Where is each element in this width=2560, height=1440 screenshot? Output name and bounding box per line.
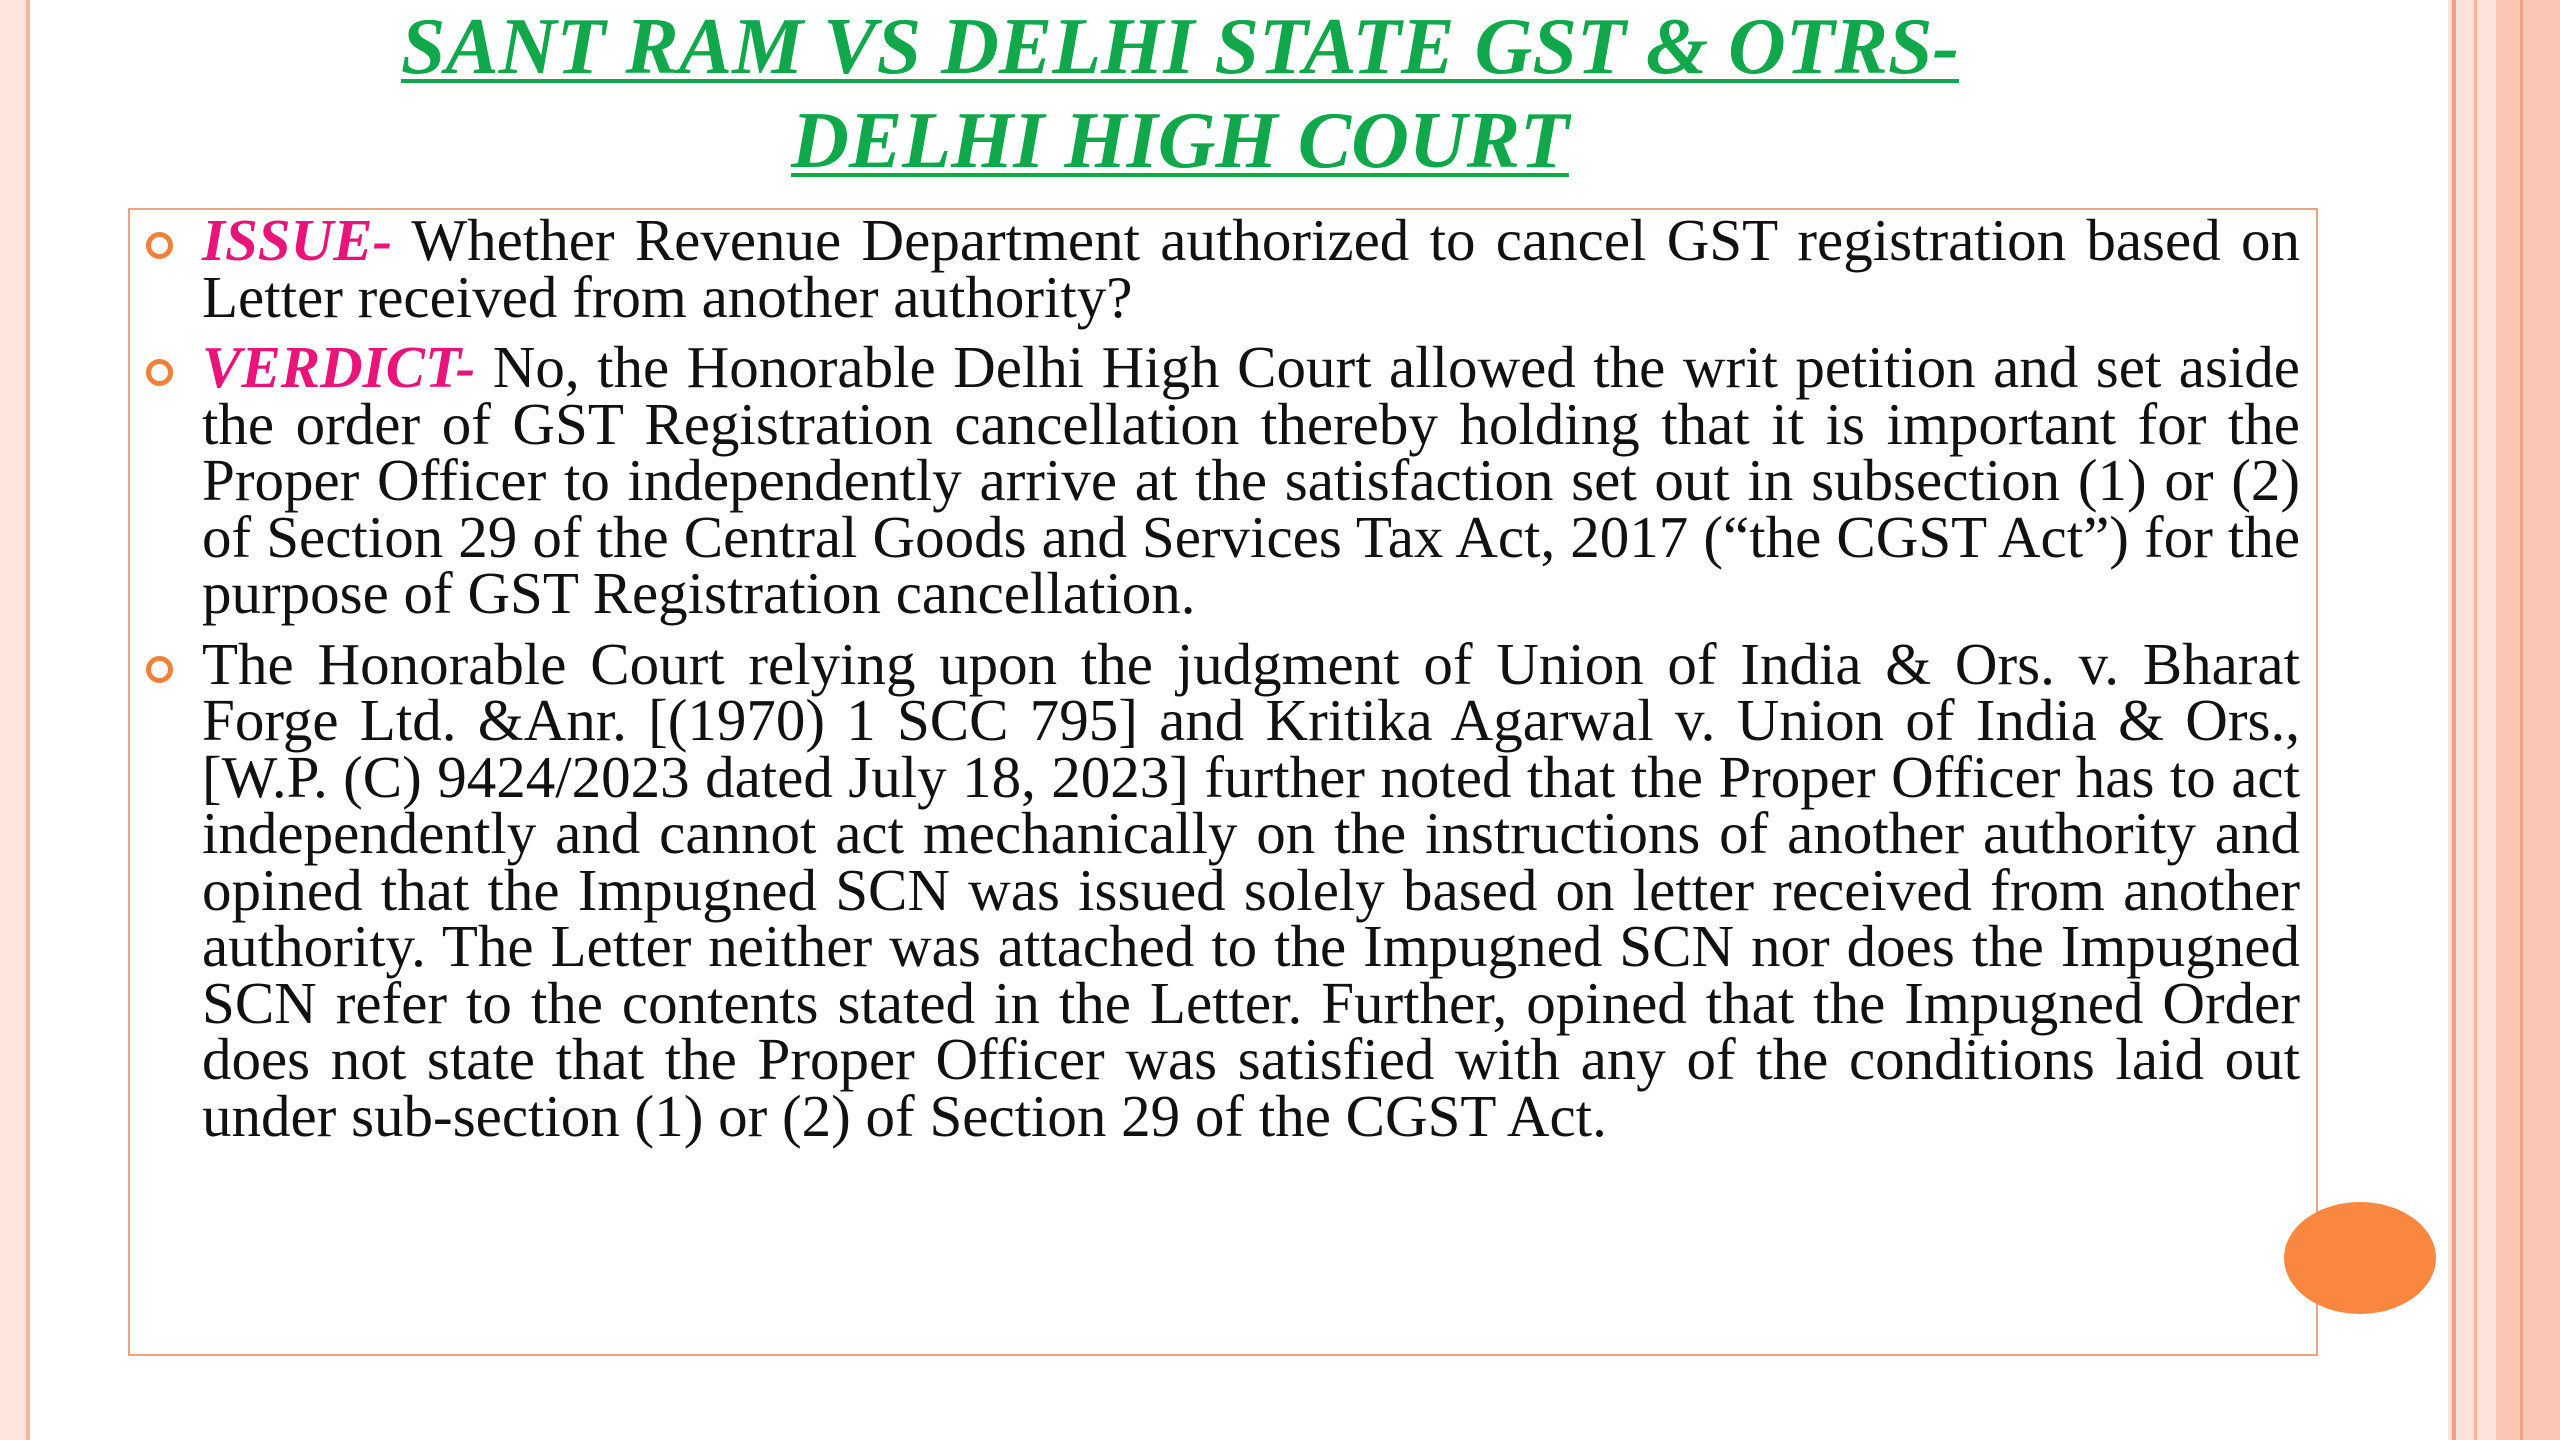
bullet-issue: [202, 207, 2300, 330]
left-border-decoration: [0, 0, 30, 1440]
bullet-circle-icon: [146, 359, 173, 386]
title-line-2: DELHI HIGH COURT: [791, 97, 1569, 185]
bullet-circle-icon: [146, 232, 173, 259]
bullet-list: [202, 207, 2300, 1158]
issue-label: ISSUE-: [202, 207, 393, 273]
issue-text: Whether Revenue Department authorized to cancel GST registration based on Letter received from another authority?: [202, 207, 2300, 330]
title-line-1: SANT RAM VS DELHI STATE GST & OTRS-: [400, 3, 1960, 91]
bullet-court-reasoning: [202, 630, 2300, 1149]
verdict-text: No, the Honorable Delhi High Court allowed the writ petition and set aside the order of GST Registration cancellation thereby holding that it is important for the Proper Officer to independently arrive at the satisfaction set out in subsection (1) or (2) of Section 29 of the Central Goods and Services Tax Act, 2017 (“the CGST Act”) for the purpose of GST Registration cancellation.: [202, 334, 2300, 626]
orange-circle-decoration: [2284, 1202, 2436, 1314]
slide-title: [180, 0, 2180, 188]
right-border-decoration: [2448, 0, 2560, 1440]
court-reasoning-text: The Honorable Court relying upon the judgment of Union of India & Ors. v. Bharat Forge Ltd. &Anr. [(1970) 1 SCC 795] and Kritika Agarwal v. Union of India & Ors., [W.P. (C) 9424/2023 dated July 18, 2023] further noted that the Proper Officer has to act independently and cannot act mechanically on the instructions of another authority and opined that the Impugned SCN was issued solely based on letter received from another authority. The Letter neither was attached to the Impugned SCN nor does the Impugned SCN refer to the contents stated in the Letter. Further, opined that the Impugned Order does not state that the Proper Officer was satisfied with any of the conditions laid out under sub-section (1) or (2) of Section 29 of the CGST Act.: [202, 630, 2300, 1149]
bullet-circle-icon: [146, 656, 173, 683]
verdict-label: VERDICT-: [202, 334, 476, 400]
bullet-verdict: [202, 334, 2300, 626]
